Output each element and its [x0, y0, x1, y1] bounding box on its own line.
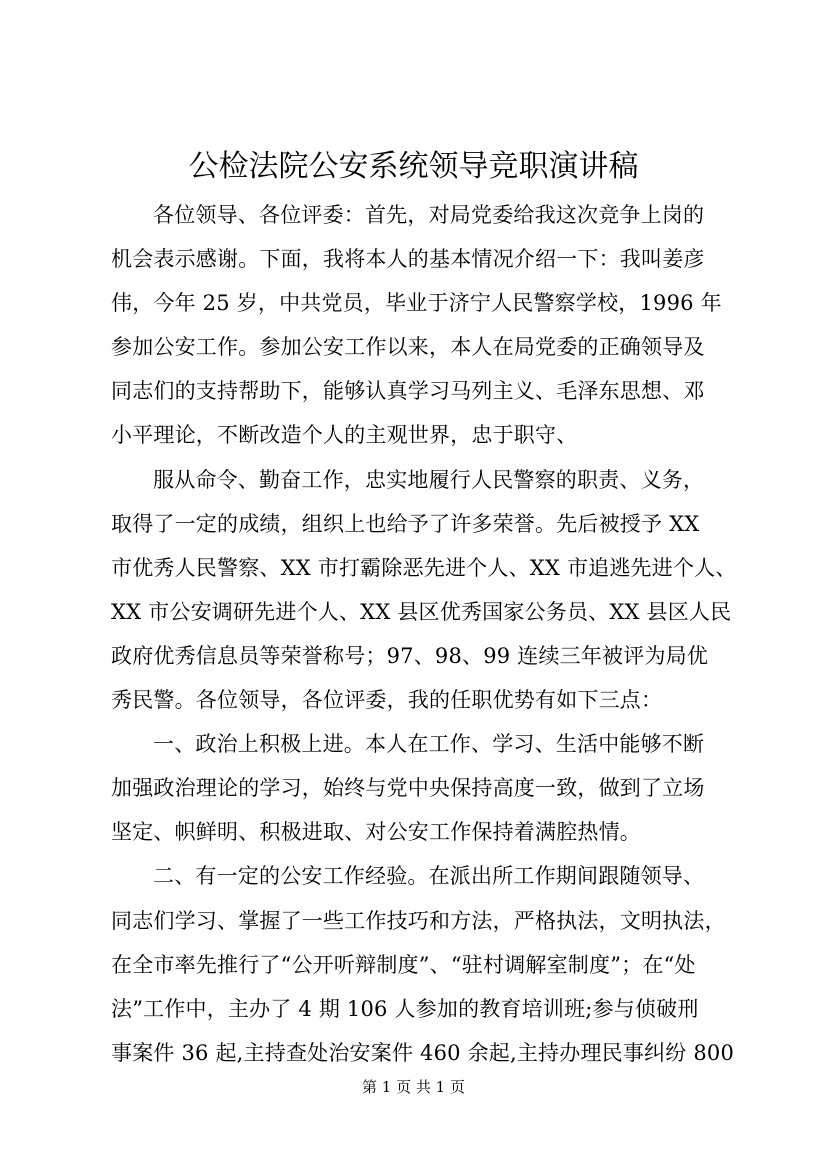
- text-line: 政府优秀信息员等荣誉称号；97、98、99 连续三年被评为局优: [111, 643, 709, 668]
- text-line: 秀民警。各位领导，各位评委，我的任职优势有如下三点：: [111, 688, 663, 713]
- text-line: 取得了一定的成绩，组织上也给予了许多荣誉。先后被授予 XX: [111, 511, 700, 536]
- text-line: 参加公安工作。参加公安工作以来，本人在局党委的正确领导及: [111, 335, 705, 360]
- page-footer: 第 1 页 共 1 页: [362, 1078, 465, 1096]
- document-body: [111, 193, 751, 1075]
- text-line: 服从命令、勤奋工作，忠实地履行人民警察的职责、义务，: [153, 467, 705, 492]
- text-line: 各位领导、各位评委：首先，对局党委给我这次竞争上岗的: [153, 203, 705, 227]
- text-line: 坚定、帜鲜明、积极进取、对公安工作保持着满腔热情。: [111, 820, 641, 845]
- text-line: 在全市率先推行了“公开听辩制度”、“驻村调解室制度”；在“处: [111, 952, 696, 977]
- text-line: 事案件 36 起,主持查处治安案件 460 余起,主持办理民事纠纷 800: [111, 1040, 735, 1065]
- text-line: 同志们学习、掌握了一些工作技巧和方法，严格执法，文明执法，: [111, 908, 726, 933]
- text-line: XX 市公安调研先进个人、XX 县区优秀国家公务员、XX 县区人民: [111, 599, 732, 624]
- text-line: 市优秀人民警察、XX 市打霸除恶先进个人、XX 市追逃先进个人、: [111, 555, 737, 580]
- text-line: 机会表示感谢。下面，我将本人的基本情况介绍一下：我叫姜彦: [111, 247, 705, 272]
- text-line: 同志们的支持帮助下，能够认真学习马列主义、毛泽东思想、邓: [111, 379, 705, 404]
- paragraph-honors: [111, 458, 751, 723]
- text-line: 二、有一定的公安工作经验。在派出所工作期间跟随领导、: [153, 864, 705, 889]
- paragraph-political: [111, 722, 751, 854]
- text-line: 加强政治理论的学习，始终与党中央保持高度一致，做到了立场: [111, 776, 705, 801]
- text-line: 小平理论，不断改造个人的主观世界，忠于职守、: [111, 423, 578, 448]
- paragraph-experience: [111, 854, 751, 1074]
- text-line: 一、政治上积极上进。本人在工作、学习、生活中能够不断: [153, 732, 705, 757]
- text-line: 法”工作中，主办了 4 期 106 人参加的教育培训班;参与侦破刑: [111, 996, 699, 1021]
- paragraph-greeting: [111, 193, 751, 458]
- text-line: 伟，今年 25 岁，中共党员，毕业于济宁人民警察学校，1996 年: [111, 291, 722, 316]
- document-title: 公检法院公安系统领导竞职演讲稿: [188, 149, 639, 184]
